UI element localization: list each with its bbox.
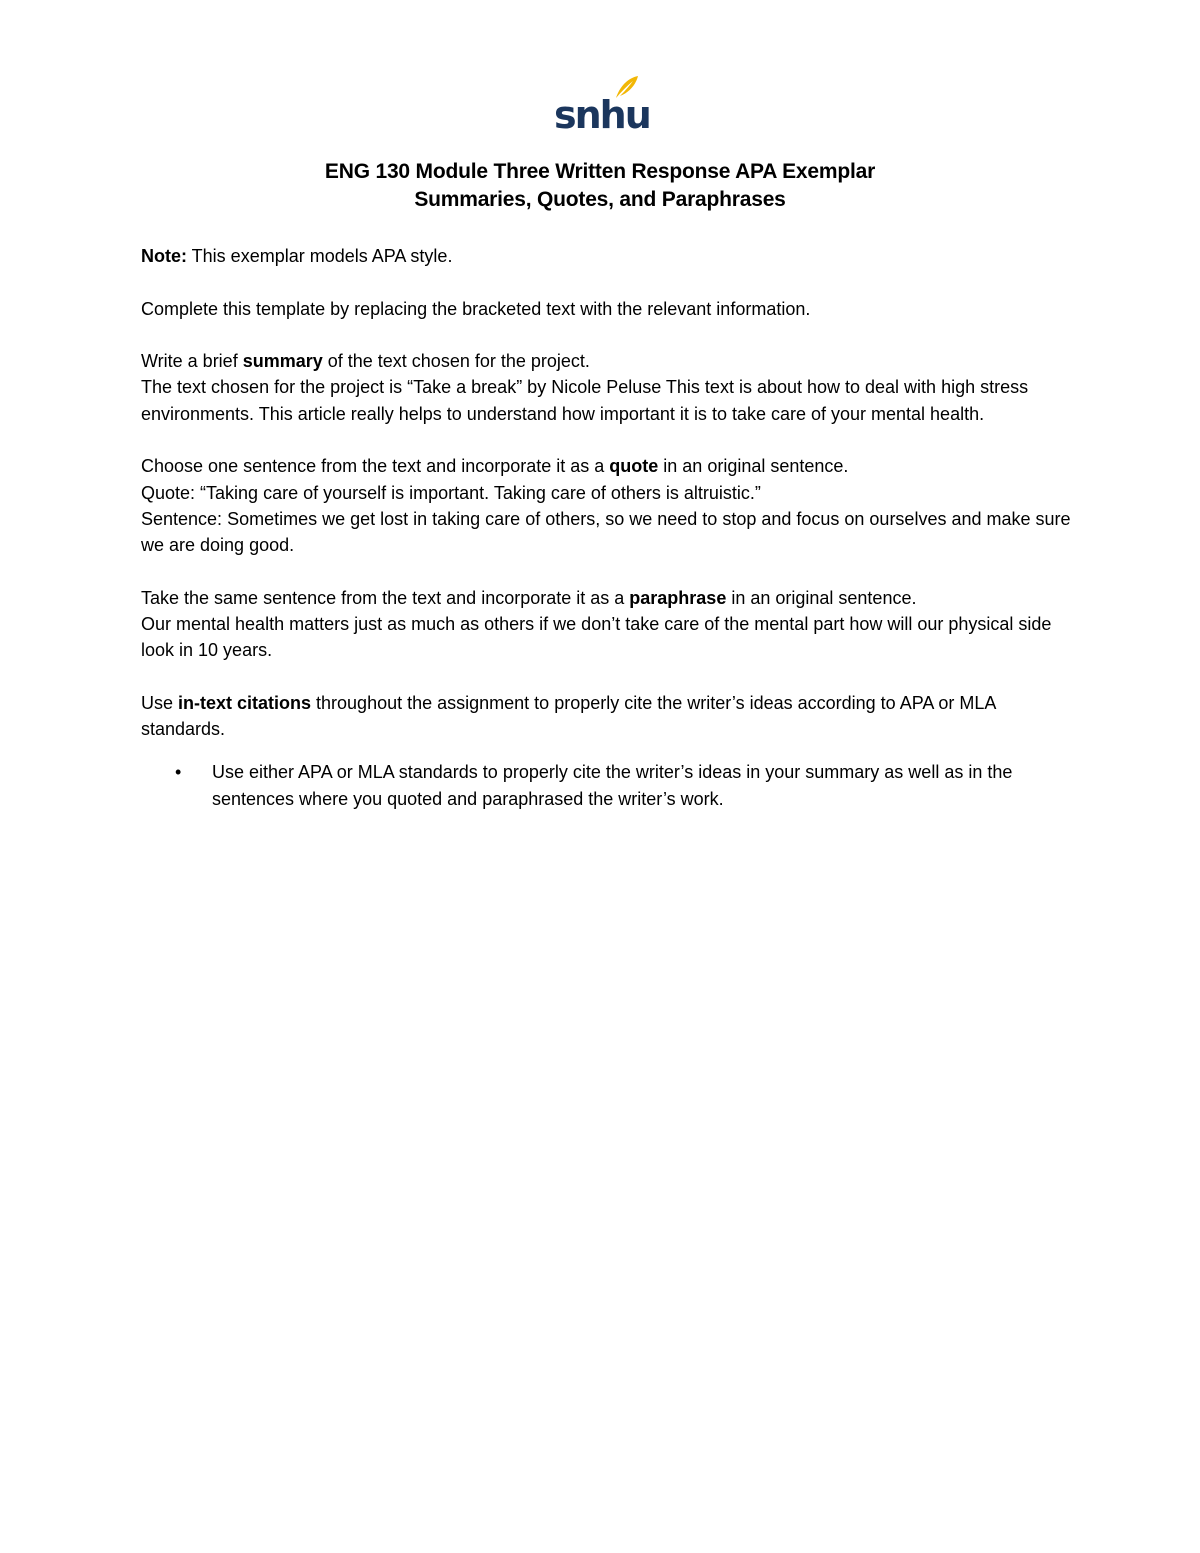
summary-prompt-before: Write a brief (141, 351, 243, 372)
paraphrase-prompt-after: in an original sentence. (726, 587, 917, 608)
quote-section (141, 453, 1071, 558)
sentence-line: Sentence: Sometimes we get lost in taking care of others, so we need to stop and focus on ourselves and make sure we are doing good. (141, 508, 1071, 556)
citations-prompt-bold: in-text citations (178, 693, 312, 714)
quote-prompt-after: in an original sentence. (658, 456, 849, 477)
summary-prompt-after: of the text chosen for the project. (322, 351, 590, 372)
instructions-paragraph: Complete this template by replacing the bracketed text with the relevant information. (141, 298, 811, 319)
paraphrase-prompt-before: Take the same sentence from the text and incorporate it as a (141, 587, 630, 608)
citations-prompt-after: throughout the assignment to properly cite the writer’s ideas according to APA or MLA standards. (141, 693, 996, 740)
bullet-text: Use either APA or MLA standards to properly cite the writer’s ideas in your summary as well as in the sentences where you quoted and paraphrased the writer’s work. (212, 761, 1013, 809)
title-line-2: Summaries, Quotes, and Paraphrases (414, 188, 786, 211)
snhu-logo-graphic (550, 70, 650, 134)
citations-bullet-list (141, 759, 1071, 813)
quote-prompt-bold: quote (609, 456, 659, 477)
quote-line: Quote: “Taking care of yourself is important. Taking care of others is altruistic.” (141, 482, 761, 503)
bullet-icon: • (175, 761, 182, 782)
document-body (141, 243, 1071, 813)
note-paragraph (141, 243, 1071, 269)
citations-section (141, 690, 1071, 743)
note-label: Note: (141, 246, 187, 266)
paraphrase-prompt-bold: paraphrase (629, 587, 727, 608)
note-text: This exemplar models APA style. (187, 246, 453, 266)
paraphrase-section (141, 585, 1071, 664)
snhu-logo (550, 70, 650, 134)
summary-prompt-bold: summary (242, 351, 323, 372)
quote-prompt-before: Choose one sentence from the text and incorporate it as a (141, 456, 610, 477)
citations-prompt-before: Use (141, 693, 179, 714)
summary-response: The text chosen for the project is “Take a break” by Nicole Peluse This text is about how to deal with high stress environments. This article really helps to understand how important it is to take care of your mental health. (141, 377, 1029, 424)
title-line-1: ENG 130 Module Three Written Response APA Exemplar (324, 160, 876, 183)
logo-wordmark: snhu (554, 93, 650, 134)
summary-section (141, 348, 1071, 427)
list-item (141, 759, 1071, 813)
paraphrase-response: Our mental health matters just as much as others if we don’t take care of the mental part how will our physical side look in 10 years. (141, 614, 1052, 661)
document-title (0, 158, 1200, 214)
